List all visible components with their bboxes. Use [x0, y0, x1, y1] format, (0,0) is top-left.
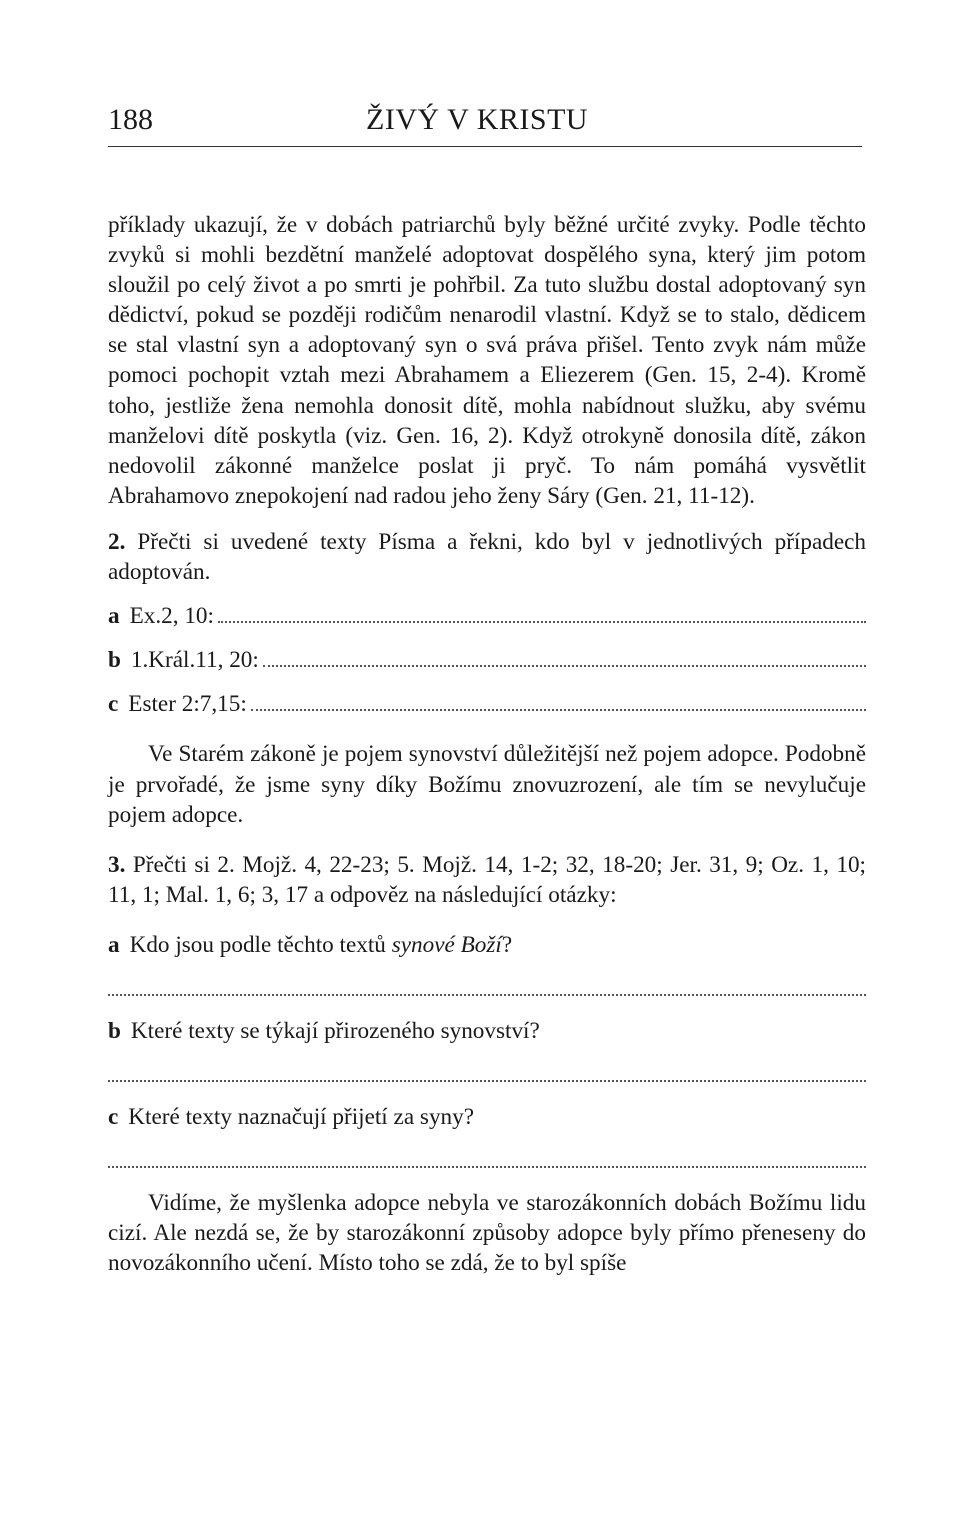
question-3-item-a	[108, 930, 866, 960]
page-header	[108, 100, 862, 147]
item-reference: Ester 2:7,15:	[128, 691, 247, 718]
question-3-item-c	[108, 1102, 866, 1132]
answer-dotted-line[interactable]	[108, 1050, 866, 1082]
paragraph-sonship: Ve Starém zákoně je pojem synovství důležitější než pojem adopce. Podobně je prvořadé, že jsme syny díky Božímu znovuzrození, ale tím se nevylučuje pojem adopce.	[108, 741, 866, 828]
paragraph-patriarch-customs: příklady ukazují, že v dobách patriarchů byly běžné určité zvyky. Podle těchto zvyků si mohli bezdětní manželé adoptovat dospělého syna, který jim potom sloužil po celý život a po smrti je pohřbil. Za tuto službu dostal adoptovaný syn dědictví, pokud se později rodičům nenarodil vlastní. Když se to stalo, dědicem se stal vlastní syn a adoptovaný syn o svá práva přišel. Tento zvyk nám může pomoci pochopit vztah mezi Abrahamem a Eliezerem (Gen. 15, 2-4). Kromě toho, jestliže žena nemohla donosit dítě, mohla nabídnout služku, aby svému manželovi dítě poskytla (viz. Gen. 16, 2). Když otrokyně donosila dítě, zákon nedovolil zákonné manželce poslat ji pryč. To nám pomáhá vysvětlit Abrahamovo znepokojení nad radou jeho ženy Sáry (Gen. 21, 11-12).	[108, 212, 866, 509]
item-letter: a	[108, 931, 120, 958]
item-text-end: ?	[501, 931, 513, 958]
question-2-item-b	[108, 643, 866, 675]
paragraph-adoption-conclusion: Vidíme, že myšlenka adopce nebyla ve starozákonních dobách Božímu lidu cizí. Ale nezdá se, že by starozákonní způsoby adopce byly přímo přeneseny do novozákonního učení. Místo toho se zdá, že to byl spíše	[108, 1190, 866, 1277]
question-3-item-b	[108, 1016, 866, 1046]
answer-dotted-line[interactable]	[263, 643, 866, 667]
item-text: Které texty se týkají přirozeného synovství?	[130, 1017, 540, 1044]
item-letter: c	[108, 691, 119, 718]
question-2-text: Přečti si uvedené texty Písma a řekni, kdo byl v jednotlivých případech adoptován.	[108, 528, 867, 586]
item-text: Které texty naznačují přijetí za syny?	[128, 1104, 475, 1131]
question-2-item-c	[108, 687, 866, 719]
item-reference: Ex.2, 10:	[129, 603, 214, 630]
answer-dotted-line[interactable]	[108, 964, 866, 996]
question-3	[108, 850, 866, 910]
running-title: ŽIVÝ V KRISTU	[366, 103, 589, 136]
page-content	[108, 210, 866, 1278]
item-text: Kdo jsou podle těchto textů	[129, 931, 392, 958]
item-reference: 1.Král.11, 20:	[130, 647, 259, 674]
answer-dotted-line[interactable]	[251, 687, 866, 711]
question-2-number: 2.	[108, 528, 126, 555]
question-3-text: Přečti si 2. Mojž. 4, 22-23; 5. Mojž. 14, 1-2; 32, 18-20; Jer. 31, 9; Oz. 1, 10; 11, 1; Mal. 1, 6; 3, 17 a odpověz na následující otázky:	[108, 851, 866, 908]
answer-dotted-line[interactable]	[108, 1136, 866, 1168]
question-2-item-a	[108, 599, 866, 631]
question-3-number: 3.	[108, 851, 126, 878]
item-text-italic: synové Boží	[391, 931, 502, 958]
item-letter: a	[108, 603, 120, 630]
item-letter: b	[108, 647, 121, 674]
page-number: 188	[108, 103, 153, 136]
item-letter: b	[108, 1017, 121, 1044]
item-letter: c	[108, 1104, 119, 1131]
answer-dotted-line[interactable]	[218, 599, 866, 623]
question-2	[108, 527, 866, 587]
